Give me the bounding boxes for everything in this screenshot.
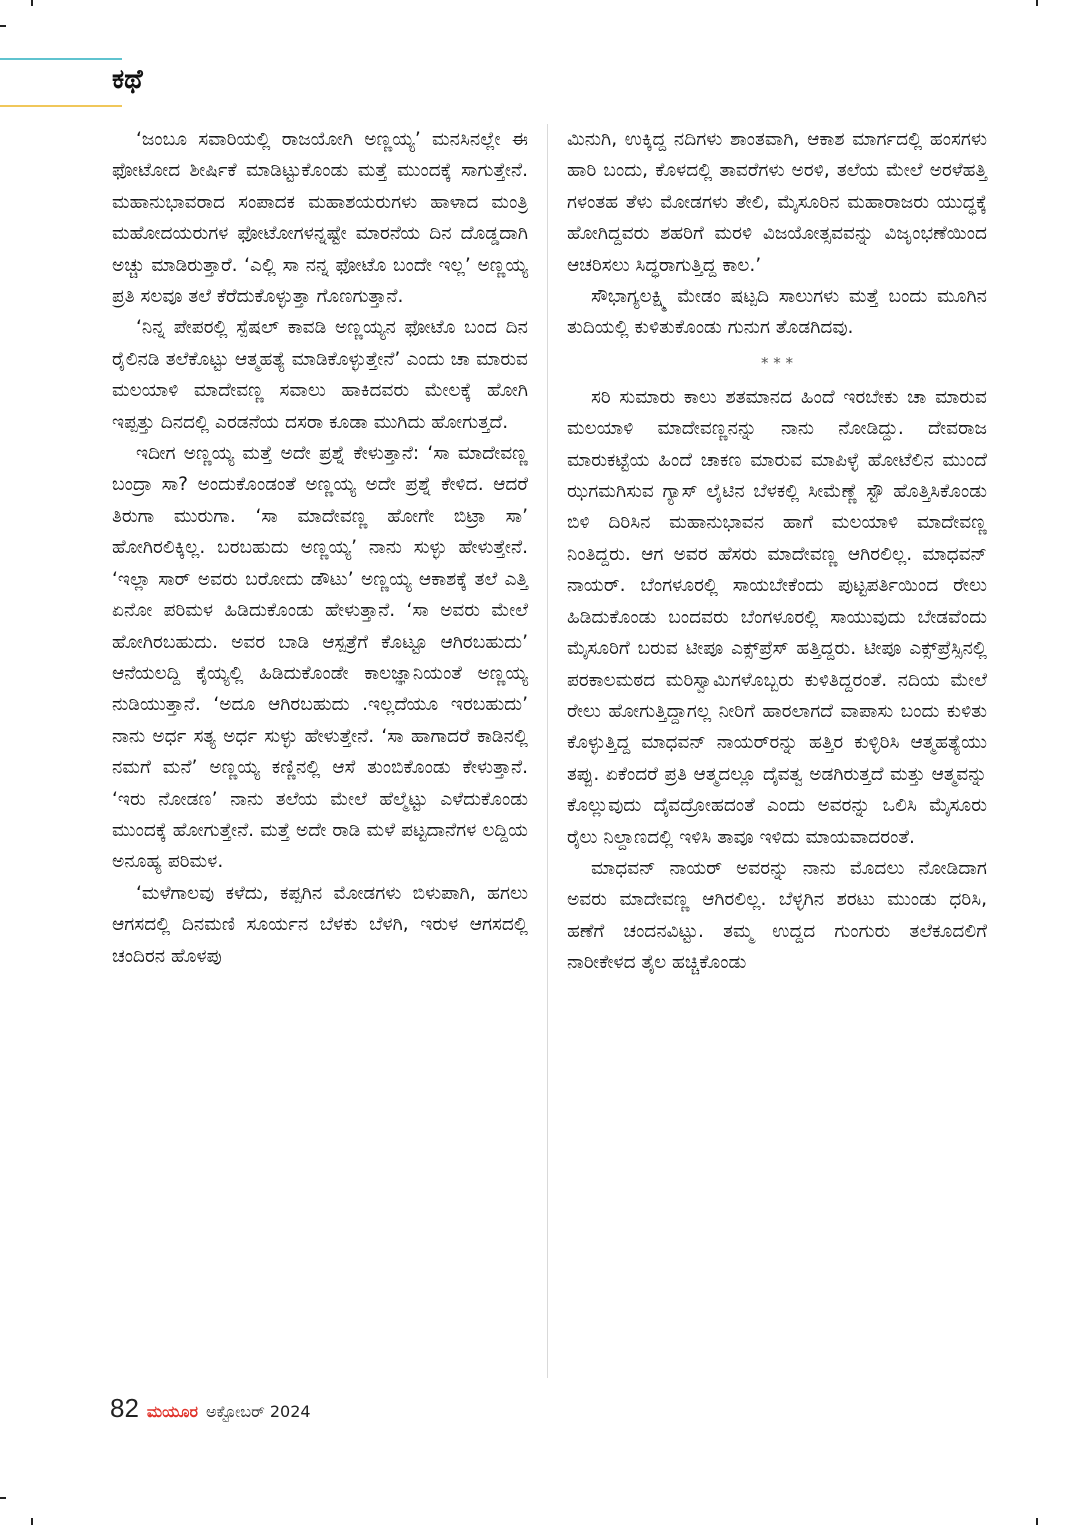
paragraph: ‘ಮಳೆಗಾಲವು ಕಳೆದು, ಕಪ್ಪಗಿನ ಮೋಡಗಳು ಬಿಳುಪಾಗಿ, ಹಗಲು ಆಗಸದಲ್ಲಿ ದಿನಮಣಿ ಸೂರ್ಯನ ಬೆಳಕು ಬೆಳಗಿ, ಇರುಳ ಆಗಸದಲ್ಲಿ ಚಂದಿರನ ಹೊಳಪು bbox=[112, 882, 528, 967]
paragraph: ಸೌಭಾಗ್ಯಲಕ್ಷ್ಮಿ ಮೇಡಂ ಷಟ್ಪದಿ ಸಾಲುಗಳು ಮತ್ತೆ ಬಂದು ಮೂಗಿನ ತುದಿಯಲ್ಲಿ ಕುಳಿತುಕೊಂಡು ಗುನುಗ ತೊಡಗಿದವು. bbox=[567, 286, 987, 339]
section-rule-bottom bbox=[0, 105, 122, 107]
magazine-logo: ಮಯೂರ bbox=[146, 1402, 198, 1421]
crop-mark-left-lower bbox=[0, 1497, 6, 1499]
section-divider: * * * bbox=[760, 353, 794, 372]
crop-mark-top-right bbox=[1036, 0, 1038, 6]
crop-mark-top-left bbox=[31, 0, 33, 6]
crop-mark-bottom-right bbox=[1036, 1518, 1038, 1525]
paragraph: ‘ನಿನ್ನ ಪೇಪರಲ್ಲಿ ಸ್ಪೆಷಲ್ ಕಾವಡಿ ಅಣ್ಣಯ್ಯನ ಫೋಟೊ ಬಂದ ದಿನ ರೈಲಿನಡಿ ತಲೆಕೊಟ್ಟು ಆತ್ಮಹತ್ಯೆ ಮಾಡಿಕೊಳ್ಳುತ್ತೇನೆ’ ಎಂದು ಚಾ ಮಾರುವ ಮಲಯಾಳಿ ಮಾದೇವಣ್ಣ ಸವಾಲು ಹಾಕಿದವರು ಮೇಲಕ್ಕೆ ಹೋಗಿ ಇಪ್ಪತ್ತು ದಿನದಲ್ಲಿ ಎರಡನೆಯ ದಸರಾ ಕೂಡಾ ಮುಗಿದು ಹೋಗುತ್ತದೆ. bbox=[112, 317, 528, 433]
article-column-left bbox=[112, 124, 528, 972]
page-footer bbox=[110, 1393, 311, 1429]
paragraph: ಮಾಧವನ್ ನಾಯರ್ ಅವರನ್ನು ನಾನು ಮೊದಲು ನೋಡಿದಾಗ ಅವರು ಮಾದೇವಣ್ಣ ಆಗಿರಲಿಲ್ಲ. ಬೆಳ್ಳಗಿನ ಶರಟು ಮುಂಡು ಧರಿಸಿ, ಹಣೆಗೆ ಚಂದನವಿಟ್ಟು. ತಮ್ಮ ಉದ್ದದ ಗುಂಗುರು ತಲೆಕೂದಲಿಗೆ ನಾರೀಕೇಳದ ತೈಲ ಹಚ್ಚಿಕೊಂಡು bbox=[567, 857, 987, 974]
paragraph: ‘ಜಂಬೂ ಸವಾರಿಯಲ್ಲಿ ರಾಜಯೋಗಿ ಅಣ್ಣಯ್ಯ’ ಮನಸಿನಲ್ಲೇ ಈ ಫೋಟೋದ ಶೀರ್ಷಿಕೆ ಮಾಡಿಟ್ಟುಕೊಂಡು ಮತ್ತೆ ಮುಂದಕ್ಕೆ ಸಾಗುತ್ತೇನೆ. ಮಹಾನುಭಾವರಾದ ಸಂಪಾದಕ ಮಹಾಶಯರುಗಳು ಹಾಳಾದ ಮಂತ್ರಿ ಮಹೋದಯರುಗಳ ಫೋಟೋಗಳನ್ನಷ್ಟೇ ಮಾರನೆಯ ದಿನ ದೊಡ್ಡದಾಗಿ ಅಚ್ಚು ಮಾಡಿರುತ್ತಾರೆ. ‘ಎಲ್ಲಿ ಸಾ ನನ್ನ ಫೋಟೊ ಬಂದೇ ಇಲ್ಲ’ ಅಣ್ಣಯ್ಯ ಪ್ರತಿ ಸಲವೂ ತಲೆ ಕೆರೆದುಕೊಳ್ಳುತ್ತಾ ಗೊಣಗುತ್ತಾನೆ. bbox=[112, 129, 528, 308]
page-number: 82 bbox=[110, 1393, 139, 1423]
section-rule-top bbox=[0, 58, 122, 60]
column-separator bbox=[547, 124, 548, 1378]
section-title: ಕಥೆ bbox=[112, 64, 143, 95]
paragraph: ಮಿನುಗಿ, ಉಕ್ಕಿದ್ದ ನದಿಗಳು ಶಾಂತವಾಗಿ, ಆಕಾಶ ಮಾರ್ಗದಲ್ಲಿ ಹಂಸಗಳು ಹಾರಿ ಬಂದು, ಕೊಳದಲ್ಲಿ ತಾವರೆಗಳು ಅರಳಿ, ತಲೆಯ ಮೇಲೆ ಅರಳೆಹತ್ತಿ ಗಳಂತಹ ತೆಳು ಮೋಡಗಳು ತೇಲಿ, ಮೈಸೂರಿನ ಮಹಾರಾಜರು ಯುದ್ಧಕ್ಕೆ ಹೋಗಿದ್ದವರು ಶಹರಿಗೆ ಮರಳಿ ವಿಜಯೋತ್ಸವವನ್ನು ವಿಜೃಂಭಣೆಯಿಂದ ಆಚರಿಸಲು ಸಿದ್ಧರಾಗುತ್ತಿದ್ದ ಕಾಲ.’ bbox=[567, 129, 987, 276]
crop-mark-left-upper bbox=[0, 25, 6, 27]
article-column-right bbox=[567, 124, 987, 979]
crop-mark-bottom-left bbox=[31, 1518, 33, 1525]
issue-date: ಅಕ್ಟೋಬರ್ 2024 bbox=[205, 1402, 311, 1421]
paragraph: ಸರಿ ಸುಮಾರು ಕಾಲು ಶತಮಾನದ ಹಿಂದೆ ಇರಬೇಕು ಚಾ ಮಾರುವ ಮಲಯಾಳಿ ಮಾದೇವಣ್ಣನನ್ನು ನಾನು ನೋಡಿದ್ದು. ದೇವರಾಜ ಮಾರುಕಟ್ಟೆಯ ಹಿಂದೆ ಚಾಕಣ ಮಾರುವ ಮಾಪಿಳ್ಳೆ ಹೋಟೆಲಿನ ಮುಂದೆ ಝಗಮಗಿಸುವ ಗ್ಯಾಸ್ ಲೈಟಿನ ಬೆಳಕಲ್ಲಿ ಸೀಮೆಣ್ಣೆ ಸ್ಟೌ ಹೊತ್ತಿಸಿಕೊಂಡು ಬಿಳಿ ದಿರಿಸಿನ ಮಹಾನುಭಾವನ ಹಾಗೆ ಮಲಯಾಳಿ ಮಾದೇವಣ್ಣ ನಿಂತಿದ್ದರು. ಆಗ ಅವರ ಹೆಸರು ಮಾದೇವಣ್ಣ ಆಗಿರಲಿಲ್ಲ. ಮಾಧವನ್ ನಾಯರ್. ಬೆಂಗಳೂರಲ್ಲಿ ಸಾಯಬೇಕೆಂದು ಪುಟ್ಟಪರ್ತಿಯಿಂದ ರೇಲು ಹಿಡಿದುಕೊಂಡು ಬಂದವರು ಬೆಂಗಳೂರಲ್ಲಿ ಸಾಯುವುದು ಬೇಡವೆಂದು ಮೈಸೂರಿಗೆ ಬರುವ ಟೀಪೂ ಎಕ್ಸ್‌ಪ್ರೆಸ್ ಹತ್ತಿದ್ದರು. ಟೀಪೂ ಎಕ್ಸ್‌ಪ್ರೆಸ್ಸಿನಲ್ಲಿ ಪರಕಾಲಮಠದ ಮರಿಸ್ವಾಮಿಗಳೊಬ್ಬರು ಕುಳಿತಿದ್ದರಂತೆ. ನದಿಯ ಮೇಲೆ ರೇಲು ಹೋಗುತ್ತಿದ್ದಾಗಲ್ಲ ನೀರಿಗೆ ಹಾರಲಾಗದೆ ವಾಪಾಸು ಬಂದು ಕುಳಿತು ಕೊಳ್ಳುತ್ತಿದ್ದ ಮಾಧವನ್ ನಾಯರ್‌ರನ್ನು ಹತ್ತಿರ ಕುಳ್ಳಿರಿಸಿ ಆತ್ಮಹತ್ಯೆಯು ತಪ್ಪು. ಏಕೆಂದರೆ ಪ್ರತಿ ಆತ್ಮದಲ್ಲೂ ದೈವತ್ವ ಅಡಗಿರುತ್ತದೆ ಮತ್ತು ಆತ್ಮವನ್ನು ಕೊಲ್ಲುವುದು ದೈವದ್ರೋಹದಂತೆ ಎಂದು ಅವರನ್ನು ಒಲಿಸಿ ಮೈಸೂರು ರೈಲು ನಿಲ್ದಾಣದಲ್ಲಿ ಇಳಿಸಿ ತಾವೂ ಇಳಿದು ಮಾಯವಾದರಂತೆ. bbox=[567, 386, 987, 848]
paragraph: ಇದೀಗ ಅಣ್ಣಯ್ಯ ಮತ್ತೆ ಅದೇ ಪ್ರಶ್ನೆ ಕೇಳುತ್ತಾನೆ: ‘ಸಾ ಮಾದೇವಣ್ಣ ಬಂದ್ರಾ ಸಾ? ಅಂದುಕೊಂಡಂತೆ ಅಣ್ಣಯ್ಯ ಅದೇ ಪ್ರಶ್ನೆ ಕೇಳಿದ. ಆದರೆ ತಿರುಗಾ ಮುರುಗಾ. ‘ಸಾ ಮಾದೇವಣ್ಣ ಹೋಗೇ ಬಿಟ್ರಾ ಸಾ’ ಹೋಗಿರಲಿಕ್ಕಿಲ್ಲ. ಬರಬಹುದು ಅಣ್ಣಯ್ಯ’ ನಾನು ಸುಳ್ಳು ಹೇಳುತ್ತೇನೆ. ‘ಇಲ್ಲಾ ಸಾರ್ ಅವರು ಬರೋದು ಡೌಟು’ ಅಣ್ಣಯ್ಯ ಆಕಾಶಕ್ಕೆ ತಲೆ ಎತ್ತಿ ಏನೋ ಪರಿಮಳ ಹಿಡಿದುಕೊಂಡು ಹೇಳುತ್ತಾನೆ. ‘ಸಾ ಅವರು ಮೇಲೆ ಹೋಗಿರಬಹುದು. ಅವರ ಬಾಡಿ ಆಸ್ಪತ್ರೆಗೆ ಕೊಟ್ಟೂ ಆಗಿರಬಹುದು’ ಆನೆಯಲದ್ದಿ ಕೈಯ್ಯಲ್ಲಿ ಹಿಡಿದುಕೊಂಡೇ ಕಾಲಜ್ಞಾನಿಯಂತೆ ಅಣ್ಣಯ್ಯ ನುಡಿಯುತ್ತಾನೆ. ‘ಅದೂ ಆಗಿರಬಹುದು .ಇಲ್ಲದೆಯೂ ಇರಬಹುದು’ ನಾನು ಅರ್ಧ ಸತ್ಯ ಅರ್ಧ ಸುಳ್ಳು ಹೇಳುತ್ತೇನೆ. ‘ಸಾ ಹಾಗಾದರೆ ಕಾಡಿನಲ್ಲಿ ನಮಗೆ ಮನೆ’ ಅಣ್ಣಯ್ಯ ಕಣ್ಣಿನಲ್ಲಿ ಆಸೆ ತುಂಬಿಕೊಂಡು ಕೇಳುತ್ತಾನೆ. ‘ಇರು ನೋಡಣ’ ನಾನು ತಲೆಯ ಮೇಲೆ ಹೆಲ್ಮೆಟ್ಟು ಎಳೆದುಕೊಂಡು ಮುಂದಕ್ಕೆ ಹೋಗುತ್ತೇನೆ. ಮತ್ತೆ ಅದೇ ರಾಡಿ ಮಳೆ ಪಟ್ಟದಾನೆಗಳ ಲದ್ದಿಯ ಅನೂಹ್ಯ ಪರಿಮಳ. bbox=[112, 443, 528, 873]
